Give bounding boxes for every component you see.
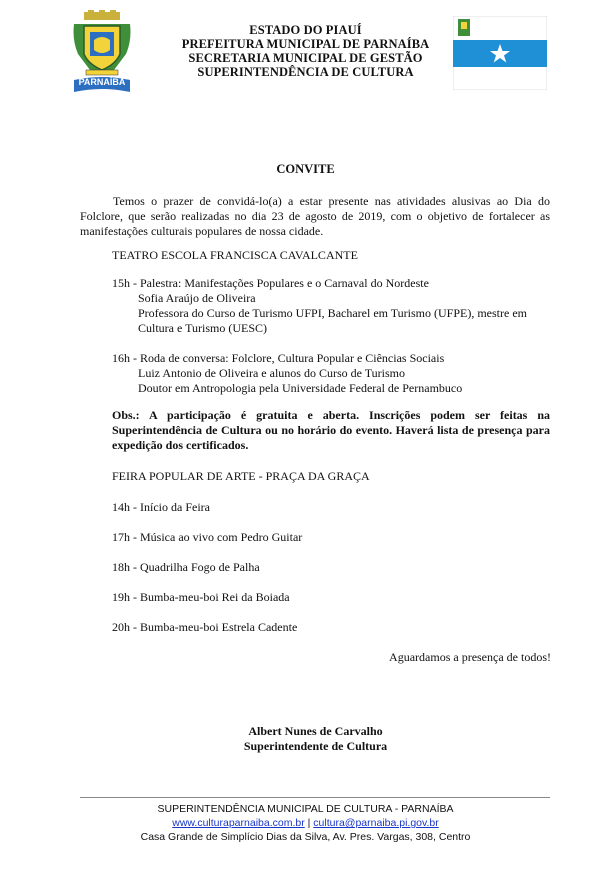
closing-line: Aguardamos a presença de todos!: [389, 650, 551, 664]
talk-1-line: 15h - Palestra: Manifestações Populares e o Carnaval do Nordeste: [112, 276, 429, 290]
schedule-item: 19h - Bumba-meu-boi Rei da Boiada: [112, 590, 290, 604]
talk-2: [112, 351, 462, 396]
schedule-item: 17h - Música ao vivo com Pedro Guitar: [112, 530, 303, 544]
city-flag: [453, 16, 547, 90]
venue-theater: TEATRO ESCOLA FRANCISCA CAVALCANTE: [112, 248, 358, 262]
schedule-item: 18h - Quadrilha Fogo de Palha: [112, 560, 260, 574]
email-link[interactable]: cultura@parnaiba.pi.gov.br: [313, 817, 439, 829]
venue-fair: FEIRA POPULAR DE ARTE - PRAÇA DA GRAÇA: [112, 469, 370, 483]
header-line-secretariat: SECRETARIA MUNICIPAL DE GESTÃO: [188, 51, 423, 65]
flag-icon: [453, 16, 547, 90]
footer-org: SUPERINTENDÊNCIA MUNICIPAL DE CULTURA - PARNAÍBA: [157, 803, 454, 815]
talk-2-bio: Doutor em Antropologia pela Universidade Federal de Pernambuco: [138, 381, 463, 395]
footer-contacts: [0, 816, 611, 830]
footer-divider: [80, 797, 550, 798]
talk-1-speaker: Sofia Araújo de Oliveira: [138, 291, 256, 305]
talk-1: [112, 276, 527, 336]
crest-label: PARNAÍBA: [78, 77, 126, 87]
obs-note: Obs.: A participação é gratuita e aberta. Inscrições podem ser feitas na Superintendência de Cultura ou no horário do evento. Haverá lista de presença para expedição dos certificados.: [112, 408, 550, 452]
header-line-prefecture: PREFEITURA MUNICIPAL DE PARNAÍBA: [181, 37, 430, 51]
schedule-item: 14h - Início da Feira: [112, 500, 210, 514]
header-line-superintendency: SUPERINTENDÊNCIA DE CULTURA: [197, 65, 414, 79]
page-title: CONVITE: [276, 162, 335, 176]
footer-address: Casa Grande de Simplício Dias da Silva, Av. Pres. Vargas, 308, Centro: [140, 831, 471, 843]
signature-name: Albert Nunes de Carvalho: [248, 724, 383, 738]
website-link[interactable]: www.culturaparnaiba.com.br: [172, 817, 305, 829]
schedule-item: 20h - Bumba-meu-boi Estrela Cadente: [112, 620, 298, 634]
header-line-state: ESTADO DO PIAUÍ: [249, 23, 362, 37]
talk-1-bio: Professora do Curso de Turismo UFPI, Bacharel em Turismo (UFPE), mestre em: [138, 306, 527, 320]
talk-2-speaker: Luiz Antonio de Oliveira e alunos do Curso de Turismo: [138, 366, 405, 380]
intro-paragraph: Temos o prazer de convidá-lo(a) a estar presente nas atividades alusivas ao Dia do Folclore, que serão realizadas no dia 23 de agosto de 2019, com o objetivo de fortalecer as manifestações culturais populares de nossa cidade.: [80, 194, 550, 238]
signature-role: Superintendente de Cultura: [243, 739, 388, 753]
talk-2-line: 16h - Roda de conversa: Folclore, Cultura Popular e Ciências Sociais: [112, 351, 445, 365]
talk-1-bio-cont: Cultura e Turismo (UESC): [138, 321, 268, 335]
footer-separator: |: [307, 817, 311, 829]
